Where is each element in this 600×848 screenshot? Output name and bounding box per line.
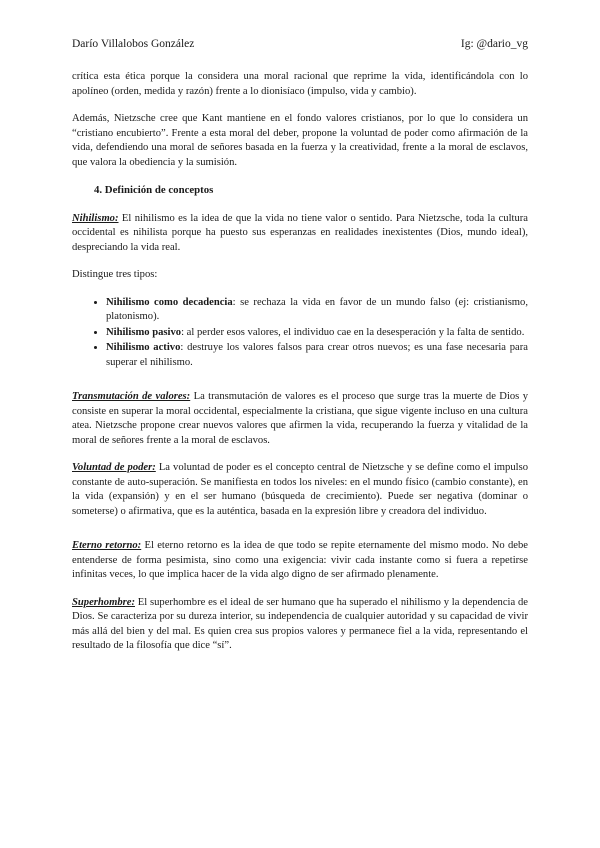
eterno-definition [72,539,528,583]
type-desc: : se rechaza la vida en favor de un mundo falso (ej: cristianismo, platonismo). [106,296,528,322]
intro-paragraph-1: crítica esta ética porque la considera una moral racional que reprime la vida, identificándola con lo apolíneo (orden, medida y razón) frente a lo dionisíaco (impulso, vida y cambio). [72,71,528,97]
superhombre-definition [72,596,528,654]
nihilism-types-list [72,296,528,371]
list-item [106,341,528,370]
voluntad-definition [72,461,528,519]
eterno-text: El eterno retorno es la idea de que todo se repite eternamente del mismo modo. No debe entenderse de forma pesimista, sino como una exigencia: vivir cada instante como si fuera a repetirse infinitas veces, lo que implica hacer de la vida algo digno de ser afirmado plenamente. [72,540,528,580]
author-name: Darío Villalobos González [72,38,195,50]
voluntad-text: La voluntad de poder es el concepto central de Nietzsche y se define como el impulso constante de auto-superación. Se manifiesta en todos los niveles: en el mundo físico (cambio constante), en la vida (expansión) y en el ser humano (búsqueda de crecimiento). Puede ser negativa (dominar o someterse) o afirmativa, que es la auténtica, basada en la expresión libre y creadora del individuo. [72,462,528,517]
eterno-term: Eterno retorno: [72,540,142,551]
type-desc: : al perder esos valores, el individuo cae en la desesperación y la falta de sentido. [181,326,525,338]
section-heading: 4. Definición de conceptos [94,184,214,196]
type-desc: : destruye los valores falsos para crear otros nuevos; es una fase necesaria para superar el nihilismo. [106,342,528,368]
transmutacion-term: Transmutación de valores: [72,391,191,402]
type-name: Nihilismo como decadencia [106,296,233,308]
voluntad-term: Voluntad de poder: [72,462,156,473]
intro-paragraph-2: Además, Nietzsche cree que Kant mantiene en el fondo valores cristianos, por lo que lo considera un “cristiano encubierto”. Frente a esta moral del deber, propone la voluntad de poder como afirmación de la vida, defendiendo una moral de señores basada en la fuerza y la creatividad, frente a la moral de esclavos, que valora la obediencia y la sumisión. [72,113,528,168]
page-header [72,38,528,50]
nihilismo-text: El nihilismo es la idea de que la vida no tiene valor o sentido. Para Nietzsche, toda la cultura occidental es nihilista porque ha puesto sus esperanzas en realidades inexistentes (Dios, mundo ideal), despreciando la vida real. [72,212,528,253]
type-name: Nihilismo pasivo [106,326,182,338]
list-item [106,326,528,341]
type-name: Nihilismo activo [106,342,181,353]
instagram-handle: Ig: @dario_vg [460,38,528,50]
nihilismo-term: Nihilismo: [72,212,119,224]
types-intro: Distingue tres tipos: [72,269,158,280]
document-body [72,70,528,667]
list-item [106,296,528,325]
nihilismo-definition [72,212,528,256]
transmutacion-definition [72,390,528,448]
superhombre-term: Superhombre: [72,596,135,608]
superhombre-text: El superhombre es el ideal de ser humano que ha superado el nihilismo y la dependencia de Dios. Se caracteriza por su dureza interior, su independencia de cualquier autoridad y su capacidad de vivir más allá del bien y del mal. Es quien crea sus propios valores y permanece fiel a la vida, representando el resultado de la filosofía que dice “sí”. [72,596,528,651]
transmutacion-text: La transmutación de valores es el proceso que surge tras la muerte de Dios y consiste en superar la moral occidental, especialmente la cristiana, que sigue vigente incluso en una cultura atea. Nietzsche propone crear nuevos valores que afirmen la vida, recuperando la fuerza y vitalidad de la moral de señores frente a la moral de esclavos. [72,391,528,446]
